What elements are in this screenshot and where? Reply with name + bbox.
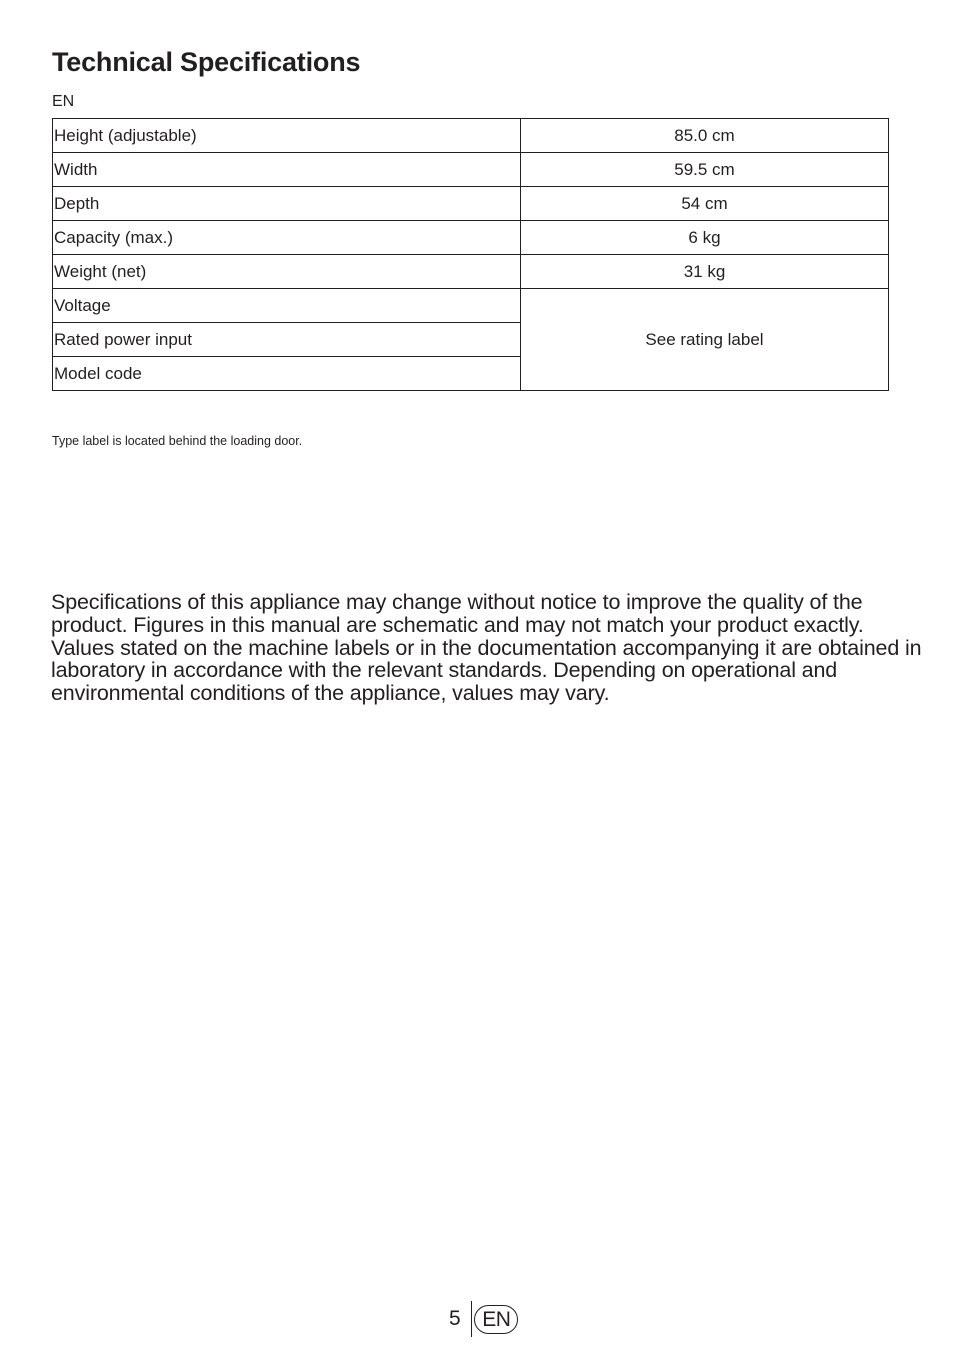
table-row xyxy=(53,255,889,289)
page-footer xyxy=(449,1300,518,1338)
table-row xyxy=(53,289,889,323)
spec-label-depth: Depth xyxy=(53,187,521,221)
table-row xyxy=(53,187,889,221)
type-label-note: Type label is located behind the loading door. xyxy=(52,434,303,448)
spec-label-height: Height (adjustable) xyxy=(53,119,521,153)
specifications-table xyxy=(52,118,889,391)
spec-label-weight: Weight (net) xyxy=(53,255,521,289)
spec-label-capacity: Capacity (max.) xyxy=(53,221,521,255)
spec-value-width: 59.5 cm xyxy=(521,153,889,187)
page-number: 5 xyxy=(449,1307,461,1330)
language-badge: EN xyxy=(474,1305,518,1334)
spec-label-model-code: Model code xyxy=(53,357,521,391)
spec-value-depth: 54 cm xyxy=(521,187,889,221)
spec-label-power-input: Rated power input xyxy=(53,323,521,357)
table-row xyxy=(53,119,889,153)
disclaimer-paragraph: Specifications of this appliance may change without notice to improve the quality of the product. Figures in this manual are schematic and may not match your product exactly. Values stated on the machine labels or in the documentation accompanying it are obtained in laboratory in accordance with the relevant standards. Depending on operational and environmental conditions of the appliance, values may vary. xyxy=(51,590,922,706)
table-row xyxy=(53,221,889,255)
spec-value-height: 85.0 cm xyxy=(521,119,889,153)
footer-divider xyxy=(471,1301,473,1337)
language-label: EN xyxy=(52,93,75,110)
table-row xyxy=(53,153,889,187)
spec-value-rating-label: See rating label xyxy=(521,289,889,391)
spec-label-width: Width xyxy=(53,153,521,187)
page-title: Technical Specifications xyxy=(52,47,361,77)
spec-label-voltage: Voltage xyxy=(53,289,521,323)
spec-value-weight: 31 kg xyxy=(521,255,889,289)
spec-value-capacity: 6 kg xyxy=(521,221,889,255)
